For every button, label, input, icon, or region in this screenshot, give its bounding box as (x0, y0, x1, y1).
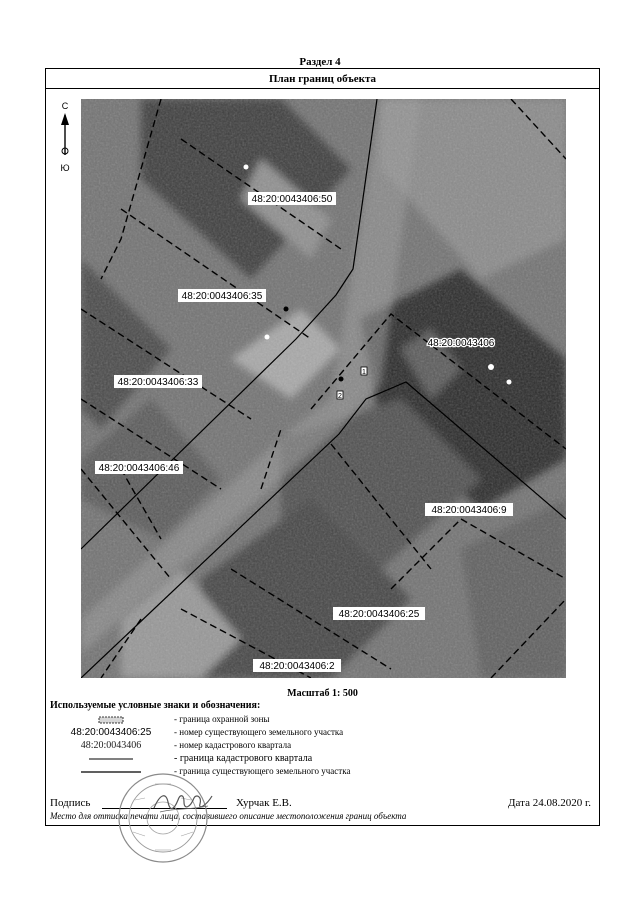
protection-zone-symbol (61, 714, 161, 726)
parcel-number-symbol: 48:20:0043406:25 (70, 727, 152, 738)
parcel-label-33: 48:20:0043406:33 (117, 377, 199, 388)
quarter-label: 48:20:0043406 (427, 338, 495, 349)
compass-south-label: Ю (60, 163, 70, 173)
legend-item-quarter-number (46, 740, 599, 752)
legend-text-protection-zone: - граница охранной зоны (174, 714, 270, 724)
parcel-label-46: 48:20:0043406:46 (98, 463, 180, 474)
signature-label: Подпись (50, 797, 91, 809)
map-scale: Масштаб 1: 500 (287, 688, 358, 699)
section-title: Раздел 4 (299, 56, 341, 68)
quarter-boundary-symbol (61, 753, 161, 765)
legend-item-quarter-boundary (46, 753, 599, 765)
compass-north-label: С (61, 101, 69, 111)
parcel-label-9: 48:20:0043406:9 (431, 505, 507, 516)
parcel-label-2: 48:20:0043406:2 (259, 661, 335, 672)
stamp-place-note: Место для оттиска печати лица, составившего описание местоположения границ объекта (50, 811, 407, 821)
handwritten-signature-icon (150, 788, 220, 818)
legend-text-parcel-boundary: - граница существующего земельного участка (174, 766, 351, 776)
parcel-label-50: 48:20:0043406:50 (251, 194, 333, 205)
map-canvas (81, 99, 566, 678)
compass-arrow-icon (58, 101, 72, 191)
parcel-label-35: 48:20:0043406:35 (181, 291, 263, 302)
parcel-label-25: 48:20:0043406:25 (338, 609, 420, 620)
signer-name: Хурчак Е.В. (236, 797, 292, 809)
legend-text-quarter-boundary: - граница кадастрового квартала (174, 753, 313, 764)
legend-text-parcel-number: - номер существующего земельного участка (174, 727, 344, 737)
quarter-number-symbol: 48:20:0043406 (80, 740, 142, 751)
aerial-map[interactable] (81, 99, 566, 678)
legend-item-parcel-number (46, 727, 599, 739)
legend-text-quarter-number: - номер кадастрового квартала (174, 740, 292, 750)
north-arrow (58, 101, 72, 191)
point-label-b: 2 (338, 393, 342, 400)
signature-date: Дата 24.08.2020 г. (508, 797, 591, 809)
legend-title: Используемые условные знаки и обозначения: (50, 700, 261, 711)
plan-frame (45, 68, 600, 826)
seal-stamp-icon (115, 770, 211, 866)
point-label-a: 1 (362, 369, 366, 376)
plan-title: План границ объекта (46, 69, 599, 89)
legend-item-protection-zone (46, 714, 599, 726)
